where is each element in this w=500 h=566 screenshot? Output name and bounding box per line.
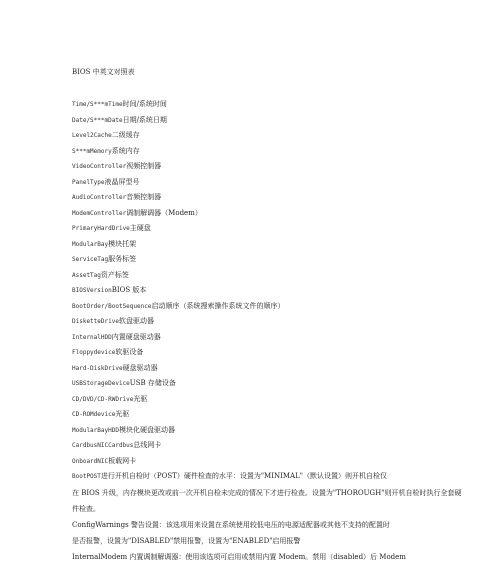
list-item xyxy=(72,268,442,284)
entry-english: ModemController xyxy=(72,209,127,217)
list-item xyxy=(72,206,442,222)
entry-chinese: USB 存储设备 xyxy=(129,379,176,387)
entry-chinese: 服务标签 xyxy=(108,255,137,263)
entry-chinese: 软盘驱动器 xyxy=(118,317,154,325)
entry-chinese: 启动顺序（系统搜索操作系统文件的顺序） xyxy=(151,301,285,310)
entry-english: Date/S***mDate xyxy=(72,116,123,124)
list-item xyxy=(72,175,442,191)
entry-english: CD-ROMdevice xyxy=(72,411,116,418)
list-item xyxy=(72,438,442,454)
entry-english: USBStorageDevice xyxy=(72,380,130,387)
paragraph-line: 件检查。 xyxy=(72,504,100,513)
list-item xyxy=(72,113,442,129)
list-item xyxy=(72,454,442,470)
entry-chinese: 音频控制器 xyxy=(126,193,162,201)
list-item xyxy=(72,159,442,175)
entry-chinese: 主硬盘 xyxy=(129,224,151,232)
paragraph-line: 是否报警，设置为"DISABLED"禁用报警，设置为"ENABLED"启用报警 xyxy=(72,536,301,545)
entry-english: Floppydevice xyxy=(72,349,116,356)
list-item xyxy=(72,407,442,423)
list-item xyxy=(72,361,442,377)
entry-chinese: 软驱设备 xyxy=(115,348,144,356)
entry-english: Time/S***mTime xyxy=(72,101,123,108)
entry-english: DisketteDrive xyxy=(72,318,119,325)
entry-english: ServiceTag xyxy=(72,256,109,263)
entry-english: BootOrder/BootSequence xyxy=(72,302,152,310)
list-item xyxy=(72,283,442,299)
entry-chinese: 日期/系统日期 xyxy=(122,115,167,124)
list-item xyxy=(72,423,442,439)
entry-english: InternalHDD xyxy=(72,333,112,341)
entry-english: Hard-DiskDrive xyxy=(72,364,123,372)
entry-english: BIOSVersion xyxy=(72,287,112,294)
entry-chinese: 总线网卡 xyxy=(133,441,162,449)
entry-english: ModularBayHDD xyxy=(72,426,119,434)
list-item xyxy=(72,144,442,160)
entry-english: BootPOST xyxy=(72,473,101,480)
entry-chinese: 模块化硬盘驱动器 xyxy=(118,425,175,434)
entry-chinese: BIOS 版本 xyxy=(111,286,147,294)
paragraph-line: InternalModem 内置调制解调器：使用该选项可启用或禁用内置 Modem。禁用（disabled）后 Modem xyxy=(72,552,406,561)
entry-english: OnboardNIC xyxy=(72,457,109,465)
entry-chinese: 进行开机自检时（POST）硬件检查的水平：设置为"MINIMAL"（默认设置）则开机自检仅 xyxy=(100,472,387,480)
entry-chinese: 视频控制器 xyxy=(126,162,162,170)
entry-english: S***mMemory xyxy=(72,147,112,155)
entry-chinese: 系统内存 xyxy=(111,146,140,155)
list-item xyxy=(72,128,442,144)
entry-chinese: 内置硬盘驱动器 xyxy=(111,332,161,341)
list-item xyxy=(72,299,442,315)
entry-english: AssetTag xyxy=(72,271,101,279)
list-item xyxy=(72,221,442,237)
entry-chinese: 液晶屏型号 xyxy=(104,177,140,186)
list-item xyxy=(72,392,442,408)
entry-chinese: 板载网卡 xyxy=(108,456,137,465)
entry-chinese: 资产标签 xyxy=(100,270,129,279)
entry-chinese: 模块托架 xyxy=(108,239,137,248)
list-item xyxy=(72,237,442,253)
list-item xyxy=(72,330,442,346)
entry-english: CardbusNICCardbus xyxy=(72,442,134,449)
entry-chinese: 光驱 xyxy=(115,410,130,418)
entry-chinese: 硬盘驱动器 xyxy=(122,363,158,372)
entry-chinese: 二级缓存 xyxy=(111,131,140,139)
entry-chinese: 光驱 xyxy=(133,394,148,403)
entry-english: Level2Cache xyxy=(72,132,112,139)
list-item xyxy=(72,469,442,485)
list-item xyxy=(72,97,442,113)
list-item xyxy=(72,252,442,268)
document-title: BIOS 中英文对照表 xyxy=(72,68,135,76)
entry-chinese: 调制解调器（Modem） xyxy=(126,208,202,217)
entry-english: ModularBay xyxy=(72,240,109,248)
list-item xyxy=(72,314,442,330)
list-item xyxy=(72,376,442,392)
entry-chinese: 时间/系统时间 xyxy=(122,100,167,108)
list-item xyxy=(72,345,442,361)
entry-english: PrimaryHardDrive xyxy=(72,225,130,232)
list-item xyxy=(72,190,442,206)
entry-english: PanelType xyxy=(72,178,105,186)
entry-english: VideoController xyxy=(72,163,127,170)
paragraph-line: 在 BIOS 升级，内存模块更改或前一次开机自检未完成的情况下才进行检查。设置为"THOROUGH"则开机自检时执行全套硬 xyxy=(72,488,462,497)
entry-list xyxy=(72,97,462,565)
entry-english: CD/DVD/CD-RWDrive xyxy=(72,395,134,403)
paragraph-line: ConfigWarnings 警告设置：该选项用来设置在系统使用较低电压的电源适配器或其他不支持的配置时 xyxy=(72,520,390,529)
entry-english: AudioController xyxy=(72,194,127,201)
